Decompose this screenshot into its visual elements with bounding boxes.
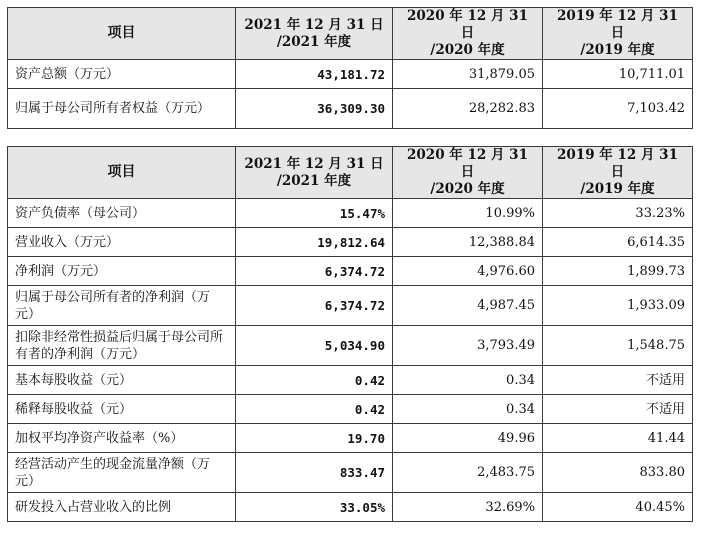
key-financial-indicators-table	[7, 146, 693, 522]
row-label: 经营活动产生的现金流量净额（万元）	[8, 453, 236, 493]
table-row	[8, 424, 693, 453]
header-2019-year: /2019 年度	[580, 42, 655, 58]
header-2020	[393, 147, 543, 199]
header-2020-year: /2020 年度	[430, 181, 505, 197]
header-item-label: 项目	[107, 25, 136, 41]
header-2020	[393, 8, 543, 60]
value-2020: 32.69%	[393, 493, 543, 522]
value-2021: 0.42	[236, 395, 393, 424]
header-2019	[543, 8, 693, 60]
row-label: 基本每股收益（元）	[8, 366, 236, 395]
header-item	[8, 8, 236, 60]
value-2021: 43,181.72	[236, 60, 393, 89]
value-2020: 28,282.83	[393, 89, 543, 129]
row-label: 稀释每股收益（元）	[8, 395, 236, 424]
header-2020-year: /2020 年度	[430, 42, 505, 58]
row-label: 归属于母公司所有者的净利润（万元）	[8, 286, 236, 326]
value-2019: 7,103.42	[543, 89, 693, 129]
table-header-row	[8, 8, 693, 60]
header-2019-date: 2019 年 12 月 31 日	[557, 147, 678, 180]
balance-summary-table	[7, 7, 693, 129]
header-2021	[236, 147, 393, 199]
row-label: 营业收入（万元）	[8, 228, 236, 257]
header-2019-date: 2019 年 12 月 31 日	[557, 8, 678, 41]
value-2021: 6,374.72	[236, 286, 393, 326]
row-label: 扣除非经常性损益后归属于母公司所有者的净利润（万元）	[8, 326, 236, 366]
value-2019: 1,548.75	[543, 326, 693, 366]
row-label: 资产负债率（母公司）	[8, 199, 236, 228]
table-header-row	[8, 147, 693, 199]
table-row	[8, 286, 693, 326]
value-2021: 0.42	[236, 366, 393, 395]
value-2020: 12,388.84	[393, 228, 543, 257]
value-2021: 33.05%	[236, 493, 393, 522]
value-2021: 15.47%	[236, 199, 393, 228]
value-2019: 10,711.01	[543, 60, 693, 89]
value-2020: 0.34	[393, 395, 543, 424]
value-2021: 19.70	[236, 424, 393, 453]
value-2021: 36,309.30	[236, 89, 393, 129]
header-2021-date: 2021 年 12 月 31 日	[244, 155, 384, 172]
row-label: 资产总额（万元）	[8, 60, 236, 89]
value-2019: 41.44	[543, 424, 693, 453]
header-2020-date: 2020 年 12 月 31 日	[407, 147, 528, 180]
value-2019: 33.23%	[543, 199, 693, 228]
table-row	[8, 453, 693, 493]
value-2020: 49.96	[393, 424, 543, 453]
value-2019: 833.80	[543, 453, 693, 493]
header-2021-year: /2021 年度	[276, 33, 352, 50]
value-2019: 1,933.09	[543, 286, 693, 326]
value-2019: 不适用	[543, 366, 693, 395]
value-2019: 不适用	[543, 395, 693, 424]
table-row	[8, 199, 693, 228]
value-2020: 3,793.49	[393, 326, 543, 366]
value-2020: 0.34	[393, 366, 543, 395]
row-label: 净利润（万元）	[8, 257, 236, 286]
row-label: 归属于母公司所有者权益（万元）	[8, 89, 236, 129]
value-2021: 5,034.90	[236, 326, 393, 366]
header-2021-year: /2021 年度	[276, 172, 352, 189]
table-row	[8, 89, 693, 129]
header-item	[8, 147, 236, 199]
value-2019: 1,899.73	[543, 257, 693, 286]
header-2020-date: 2020 年 12 月 31 日	[407, 8, 528, 41]
table-row	[8, 395, 693, 424]
value-2019: 6,614.35	[543, 228, 693, 257]
header-2019-year: /2019 年度	[580, 181, 655, 197]
table-row	[8, 366, 693, 395]
table-row	[8, 228, 693, 257]
value-2020: 4,976.60	[393, 257, 543, 286]
value-2020: 4,987.45	[393, 286, 543, 326]
table-row	[8, 257, 693, 286]
value-2020: 10.99%	[393, 199, 543, 228]
value-2021: 19,812.64	[236, 228, 393, 257]
row-label: 加权平均净资产收益率（%）	[8, 424, 236, 453]
value-2021: 6,374.72	[236, 257, 393, 286]
table-row	[8, 326, 693, 366]
value-2020: 2,483.75	[393, 453, 543, 493]
value-2020: 31,879.05	[393, 60, 543, 89]
table-row	[8, 60, 693, 89]
value-2019: 40.45%	[543, 493, 693, 522]
header-2019	[543, 147, 693, 199]
header-2021	[236, 8, 393, 60]
header-item-label: 项目	[107, 164, 136, 180]
table-row	[8, 493, 693, 522]
row-label: 研发投入占营业收入的比例	[8, 493, 236, 522]
header-2021-date: 2021 年 12 月 31 日	[244, 16, 384, 33]
value-2021: 833.47	[236, 453, 393, 493]
